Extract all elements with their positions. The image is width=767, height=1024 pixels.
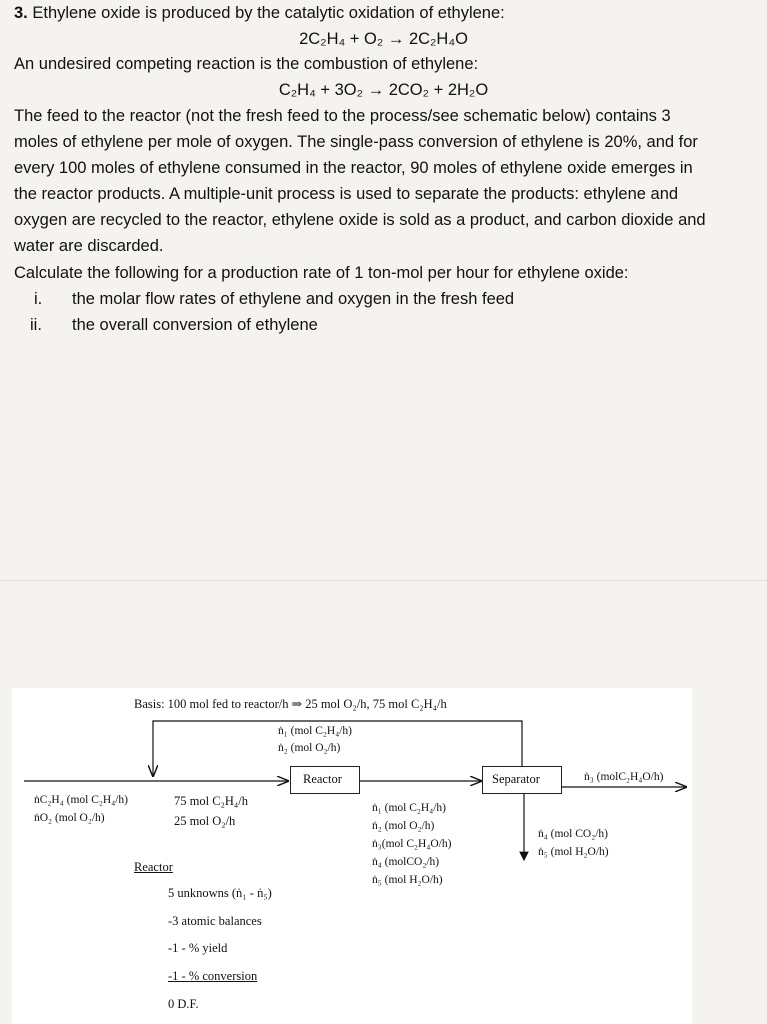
reactor-feed-label: 75 mol C₂H₄/h xyxy=(174,794,248,808)
reactor-outlet-label: ṅ₃(mol C₂H₄O/h) xyxy=(372,838,452,850)
reactor-outlet-label: ṅ₅ (mol H₂O/h) xyxy=(372,874,443,886)
divider xyxy=(0,580,767,581)
fresh-feed-label: ṅO₂ (mol O₂/h) xyxy=(34,812,105,824)
process-flow-diagram xyxy=(12,688,692,1024)
reactor-outlet-label: ṅ₄ (molCO₂/h) xyxy=(372,856,440,868)
recycle-label: ṅ₂ (mol O₂/h) xyxy=(278,742,341,754)
problem-intro: Ethylene oxide is produced by the catalytic oxidation of ethylene: xyxy=(32,4,505,22)
reactor-feed-label: 25 mol O₂/h xyxy=(174,814,236,828)
reaction-1: 2C₂H₄ + O₂ → 2C₂H₄O xyxy=(299,30,468,48)
competing-reaction-text: An undesired competing reaction is the combustion of ethylene: xyxy=(14,55,479,73)
paragraph-line: every 100 moles of ethylene consumed in the reactor, 90 moles of ethylene oxide emerges in xyxy=(14,159,693,177)
recycle-label: ṅ₁ (mol C₂H₄/h) xyxy=(278,725,352,737)
fresh-feed-label: ṅC₂H₄ (mol C₂H₄/h) xyxy=(34,794,128,806)
item-text: the overall conversion of ethylene xyxy=(72,316,318,334)
reactor-box xyxy=(290,766,360,794)
basis-text: Basis: 100 mol fed to reactor/h ⇒ 25 mol O₂/h, 75 mol C₂H₄/h xyxy=(134,697,447,711)
calculate-text: Calculate the following for a production rate of 1 ton-mol per hour for ethylene oxide: xyxy=(14,264,629,282)
reactor-outlet-label: ṅ₁ (mol C₂H₄/h) xyxy=(372,802,446,814)
analysis-title: Reactor xyxy=(134,860,173,874)
item-text: the molar flow rates of ethylene and oxygen in the fresh feed xyxy=(72,290,515,308)
waste-stream-label: ṅ₄ (mol CO₂/h) xyxy=(538,828,608,840)
paragraph-line: moles of ethylene per mole of oxygen. The single-pass conversion of ethylene is 20%, and for xyxy=(14,133,698,151)
waste-stream-label: ṅ₅ (mol H₂O/h) xyxy=(538,846,609,858)
separator-box xyxy=(482,766,562,794)
paragraph-line: water are discarded. xyxy=(14,237,164,255)
analysis-line: -1 - % yield xyxy=(168,941,228,955)
analysis-line: -1 - % conversion xyxy=(168,969,258,983)
problem-number: 3. xyxy=(14,4,28,22)
paragraph-line: the reactor products. A multiple-unit process is used to separate the products: ethylene and xyxy=(14,185,679,203)
problem-intro-line xyxy=(14,2,505,24)
product-stream-label: ṅ₃ (molC₂H₄O/h) xyxy=(584,771,664,783)
paragraph-line: The feed to the reactor (not the fresh feed to the process/see schematic below) contains 3 xyxy=(14,107,671,125)
analysis-line: 5 unknowns (ṅ₁ - ṅ₅) xyxy=(168,886,272,900)
separator-label: Separator xyxy=(492,772,540,786)
analysis-line: -3 atomic balances xyxy=(168,914,262,928)
reactor-label: Reactor xyxy=(303,772,342,786)
reaction-2: C₂H₄ + 3O₂ → 2CO₂ + 2H₂O xyxy=(278,81,489,99)
reactor-outlet-label: ṅ₂ (mol O₂/h) xyxy=(372,820,435,832)
item-number: ii. xyxy=(30,316,42,334)
paragraph-line: oxygen are recycled to the reactor, ethylene oxide is sold as a product, and carbon dioxide and xyxy=(14,211,706,229)
item-number: i. xyxy=(34,290,43,308)
analysis-line: 0 D.F. xyxy=(168,997,199,1011)
